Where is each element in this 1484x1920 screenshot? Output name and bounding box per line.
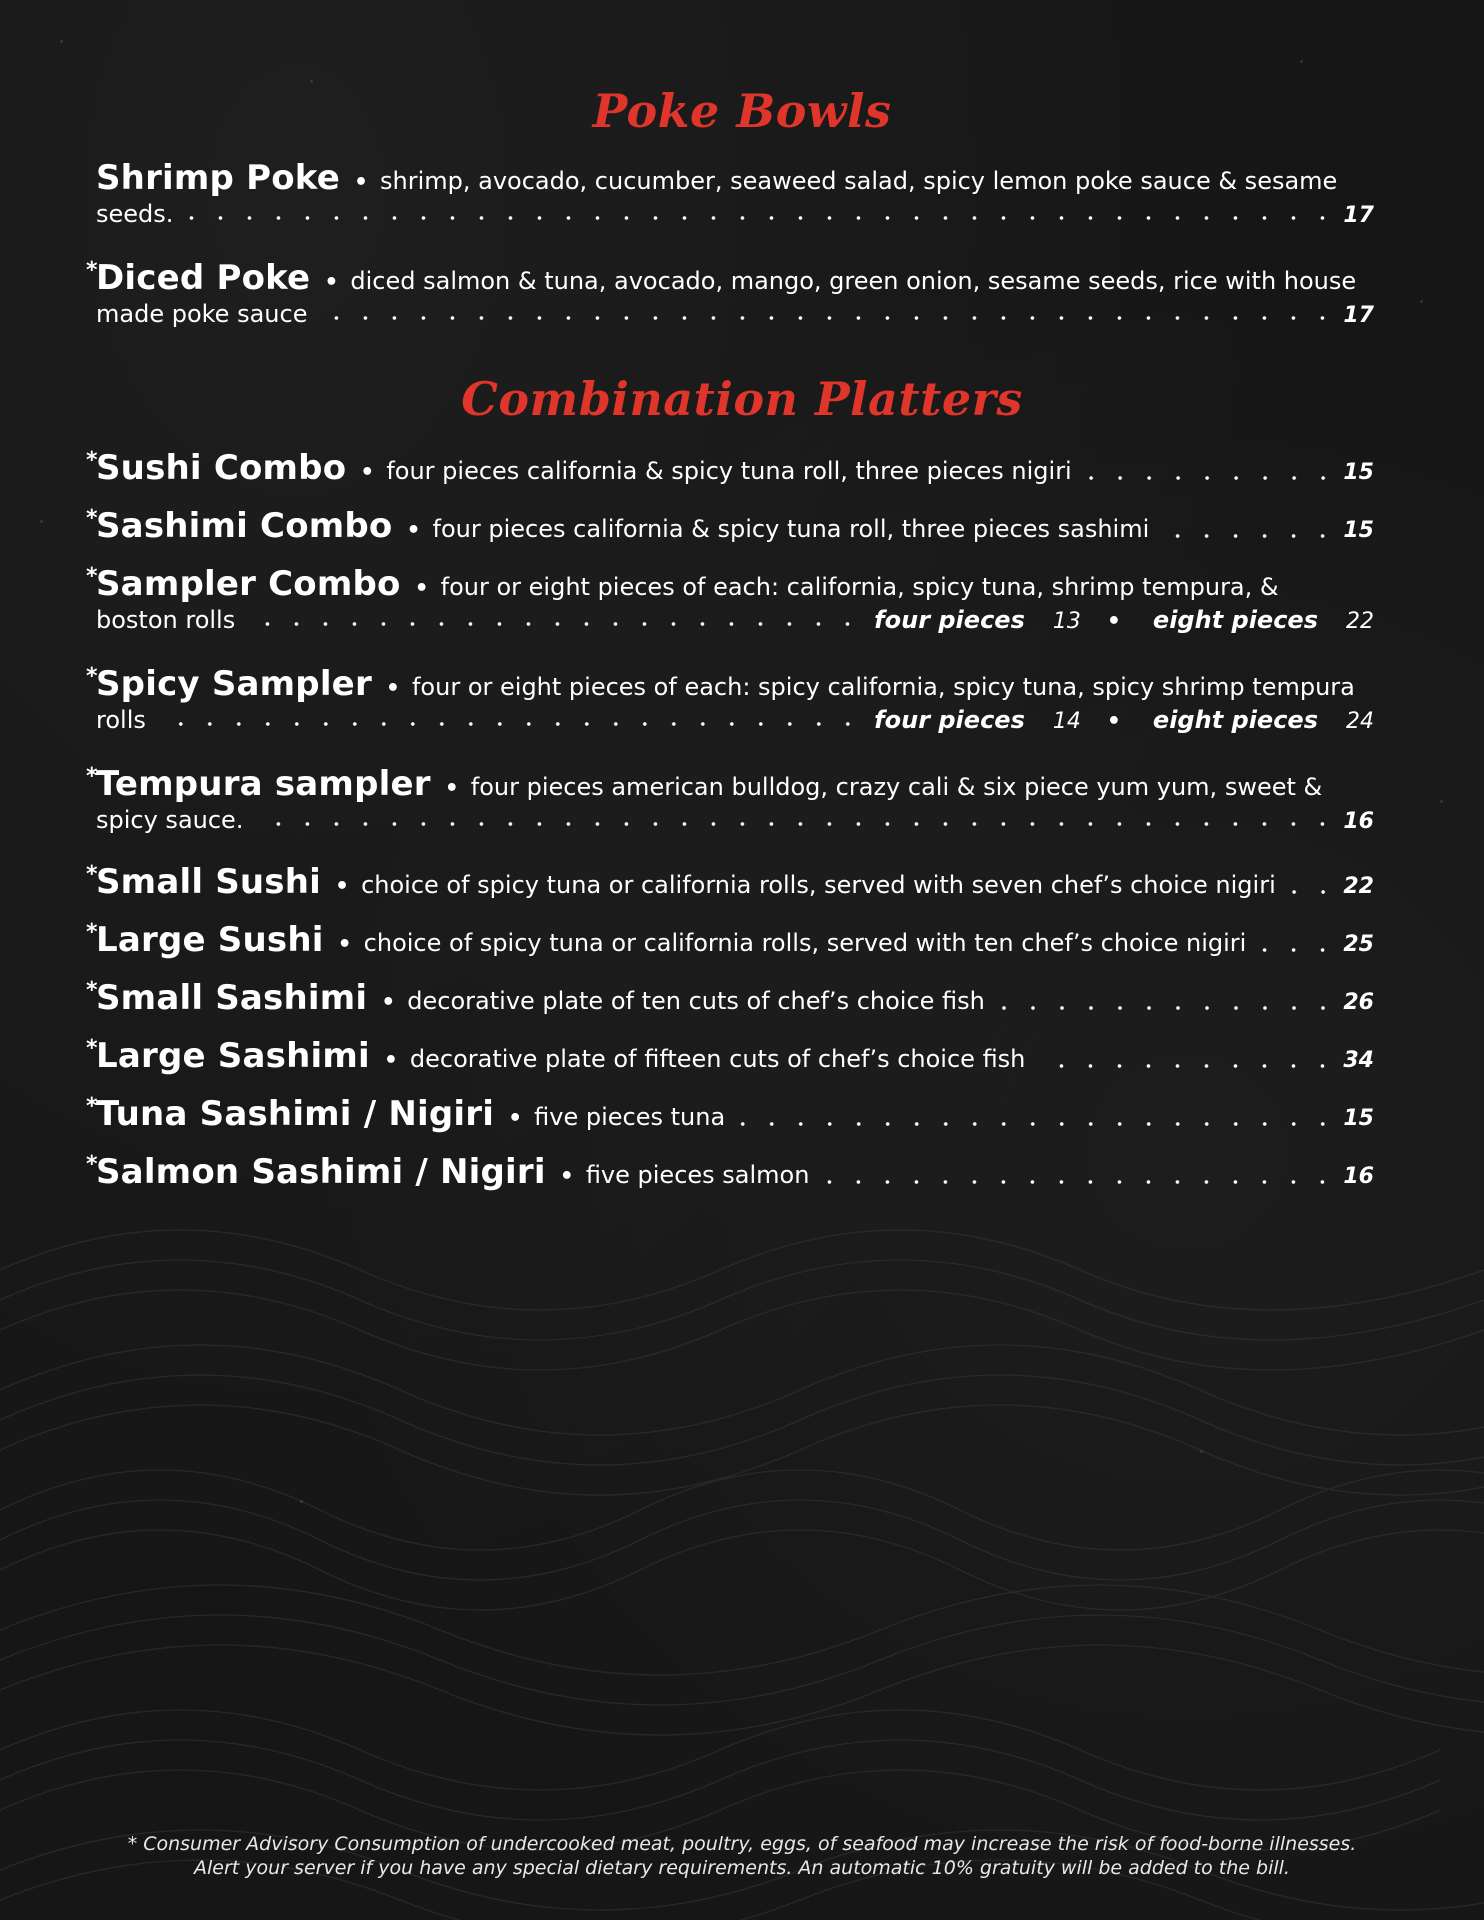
menu-item-large-sushi <box>86 920 1374 960</box>
dot-leader <box>245 622 862 626</box>
texture-speck <box>300 1500 303 1503</box>
menu-item-sushi-combo <box>86 448 1374 488</box>
separator-bullet: • <box>381 990 396 1015</box>
item-name: Tuna Sashimi / Nigiri <box>96 1094 495 1134</box>
separator-bullet: • <box>353 170 369 195</box>
separator-bullet: • <box>414 576 429 601</box>
menu-item-shrimp-poke <box>96 158 1374 228</box>
menu-item-tempura-sampler <box>86 764 1374 834</box>
option-label-eight-pieces: eight pieces <box>1152 706 1318 734</box>
dot-leader <box>1159 534 1337 538</box>
dot-leader <box>1256 948 1337 952</box>
item-price: 22 <box>1343 874 1374 899</box>
item-price: 16 <box>1343 809 1374 834</box>
menu-item-small-sashimi <box>86 978 1374 1018</box>
item-name: Sampler Combo <box>96 564 401 604</box>
item-price: 15 <box>1343 460 1374 485</box>
item-description: four or eight pieces of each: spicy california, spicy tuna, spicy shrimp tempura <box>411 673 1355 701</box>
item-name: Diced Poke <box>96 258 311 298</box>
separator-bullet: • <box>444 776 459 801</box>
dot-leader <box>735 1122 1337 1126</box>
item-price: 16 <box>1343 1164 1374 1189</box>
footer-line-1: * Consumer Advisory Consumption of undercooked meat, poultry, eggs, of seafood may increase the risk of food-borne illnesses. <box>127 1833 1357 1855</box>
item-price: 26 <box>1343 990 1374 1015</box>
item-description-continued: seeds. <box>96 200 174 228</box>
section-title-combination-platters: Combination Platters <box>461 372 1023 426</box>
dot-leader <box>156 722 862 726</box>
menu-item-sampler-combo <box>86 564 1374 634</box>
texture-speck <box>1440 800 1443 803</box>
item-name: Sashimi Combo <box>96 506 393 546</box>
menu-item-small-sushi <box>86 862 1374 902</box>
consumer-advisory-marker: * <box>86 506 98 531</box>
separator-bullet: • <box>383 1048 398 1073</box>
item-description: choice of spicy tuna or california rolls, served with ten chef’s choice nigiri <box>363 929 1247 957</box>
dot-leader <box>253 822 1337 826</box>
separator-bullet: • <box>406 518 421 543</box>
texture-speck <box>60 40 63 43</box>
separator-bullet: • <box>360 460 375 485</box>
option-price-four-pieces: 13 <box>1052 609 1081 634</box>
texture-speck <box>1200 1450 1203 1453</box>
menu-item-sashimi-combo <box>86 506 1374 546</box>
item-description: five pieces salmon <box>585 1161 810 1189</box>
item-description-continued: boston rolls <box>96 606 236 634</box>
consumer-advisory-marker: * <box>86 764 98 789</box>
footer-line-2: Alert your server if you have any special dietary requirements. An automatic 10% gratuity will be added to the bill. <box>194 1857 1290 1879</box>
dot-leader <box>317 316 1337 320</box>
separator-bullet: • <box>1106 609 1121 634</box>
texture-speck <box>1300 60 1303 63</box>
item-price: 15 <box>1343 518 1374 543</box>
texture-speck <box>40 520 43 523</box>
item-description: four pieces american bulldog, crazy cali & six piece yum yum, sweet & <box>470 773 1323 801</box>
menu-item-diced-poke <box>86 258 1374 328</box>
consumer-advisory-marker: * <box>86 258 98 283</box>
consumer-advisory-marker: * <box>86 920 98 945</box>
dot-leader <box>819 1180 1337 1184</box>
dot-leader <box>995 1006 1338 1010</box>
consumer-advisory-marker: * <box>86 978 98 1003</box>
item-price: 17 <box>1343 203 1374 228</box>
separator-bullet: • <box>1106 709 1121 734</box>
item-description: four or eight pieces of each: california, spicy tuna, shrimp tempura, & <box>440 573 1279 601</box>
consumer-advisory-marker: * <box>86 1094 98 1119</box>
item-name: Small Sashimi <box>96 978 368 1018</box>
dot-leader <box>1035 1064 1337 1068</box>
dot-leader <box>183 216 1337 220</box>
consumer-advisory-marker: * <box>86 664 98 689</box>
menu-item-large-sashimi <box>86 1036 1374 1076</box>
item-price: 15 <box>1343 1106 1374 1131</box>
item-description-continued: made poke sauce <box>96 300 308 328</box>
item-description-continued: spicy sauce. <box>96 806 244 834</box>
item-name: Large Sashimi <box>96 1036 370 1076</box>
option-price-eight-pieces: 22 <box>1346 609 1374 634</box>
item-name: Shrimp Poke <box>96 158 340 198</box>
menu-item-spicy-sampler <box>86 664 1374 734</box>
option-label-four-pieces: four pieces <box>874 706 1025 734</box>
consumer-advisory-marker: * <box>86 1152 98 1177</box>
item-description: decorative plate of ten cuts of chef’s choice fish <box>407 987 985 1015</box>
dot-leader <box>1286 890 1338 894</box>
item-description: choice of spicy tuna or california rolls, served with seven chef’s choice nigiri <box>361 871 1276 899</box>
item-name: Tempura sampler <box>96 764 431 804</box>
menu-item-tuna-sashimi-nigiri <box>86 1094 1374 1134</box>
item-price: 34 <box>1343 1048 1374 1073</box>
item-description: shrimp, avocado, cucumber, seaweed salad, spicy lemon poke sauce & sesame <box>380 167 1338 195</box>
option-label-four-pieces: four pieces <box>874 606 1025 634</box>
separator-bullet: • <box>324 270 339 295</box>
separator-bullet: • <box>337 932 352 957</box>
wave-background-pattern <box>0 1150 1484 1920</box>
item-name: Salmon Sashimi / Nigiri <box>96 1152 546 1192</box>
consumer-advisory-marker: * <box>86 564 98 589</box>
consumer-advisory-marker: * <box>86 862 98 887</box>
item-description: four pieces california & spicy tuna roll, three pieces nigiri <box>386 457 1072 485</box>
item-name: Small Sushi <box>96 862 321 902</box>
separator-bullet: • <box>335 874 350 899</box>
consumer-advisory-marker: * <box>86 1036 98 1061</box>
item-name: Sushi Combo <box>96 448 347 488</box>
option-label-eight-pieces: eight pieces <box>1152 606 1318 634</box>
texture-speck <box>310 80 313 83</box>
item-description: diced salmon & tuna, avocado, mango, green onion, sesame seeds, rice with house <box>350 267 1357 295</box>
dot-leader <box>1082 476 1338 480</box>
separator-bullet: • <box>508 1106 523 1131</box>
section-title-poke-bowls: Poke Bowls <box>592 84 892 138</box>
separator-bullet: • <box>559 1164 574 1189</box>
separator-bullet: • <box>385 676 400 701</box>
item-name: Spicy Sampler <box>96 664 372 704</box>
option-price-eight-pieces: 24 <box>1346 709 1374 734</box>
option-price-four-pieces: 14 <box>1052 709 1081 734</box>
texture-speck <box>1420 300 1423 303</box>
consumer-advisory-footer <box>0 1832 1484 1880</box>
item-description: four pieces california & spicy tuna roll, three pieces sashimi <box>432 515 1150 543</box>
item-description-continued: rolls <box>96 706 146 734</box>
item-description: five pieces tuna <box>534 1103 726 1131</box>
item-price: 25 <box>1343 932 1374 957</box>
consumer-advisory-marker: * <box>86 448 98 473</box>
item-name: Large Sushi <box>96 920 324 960</box>
menu-item-salmon-sashimi-nigiri <box>86 1152 1374 1192</box>
item-description: decorative plate of fifteen cuts of chef’s choice fish <box>409 1045 1026 1073</box>
item-price: 17 <box>1343 303 1374 328</box>
